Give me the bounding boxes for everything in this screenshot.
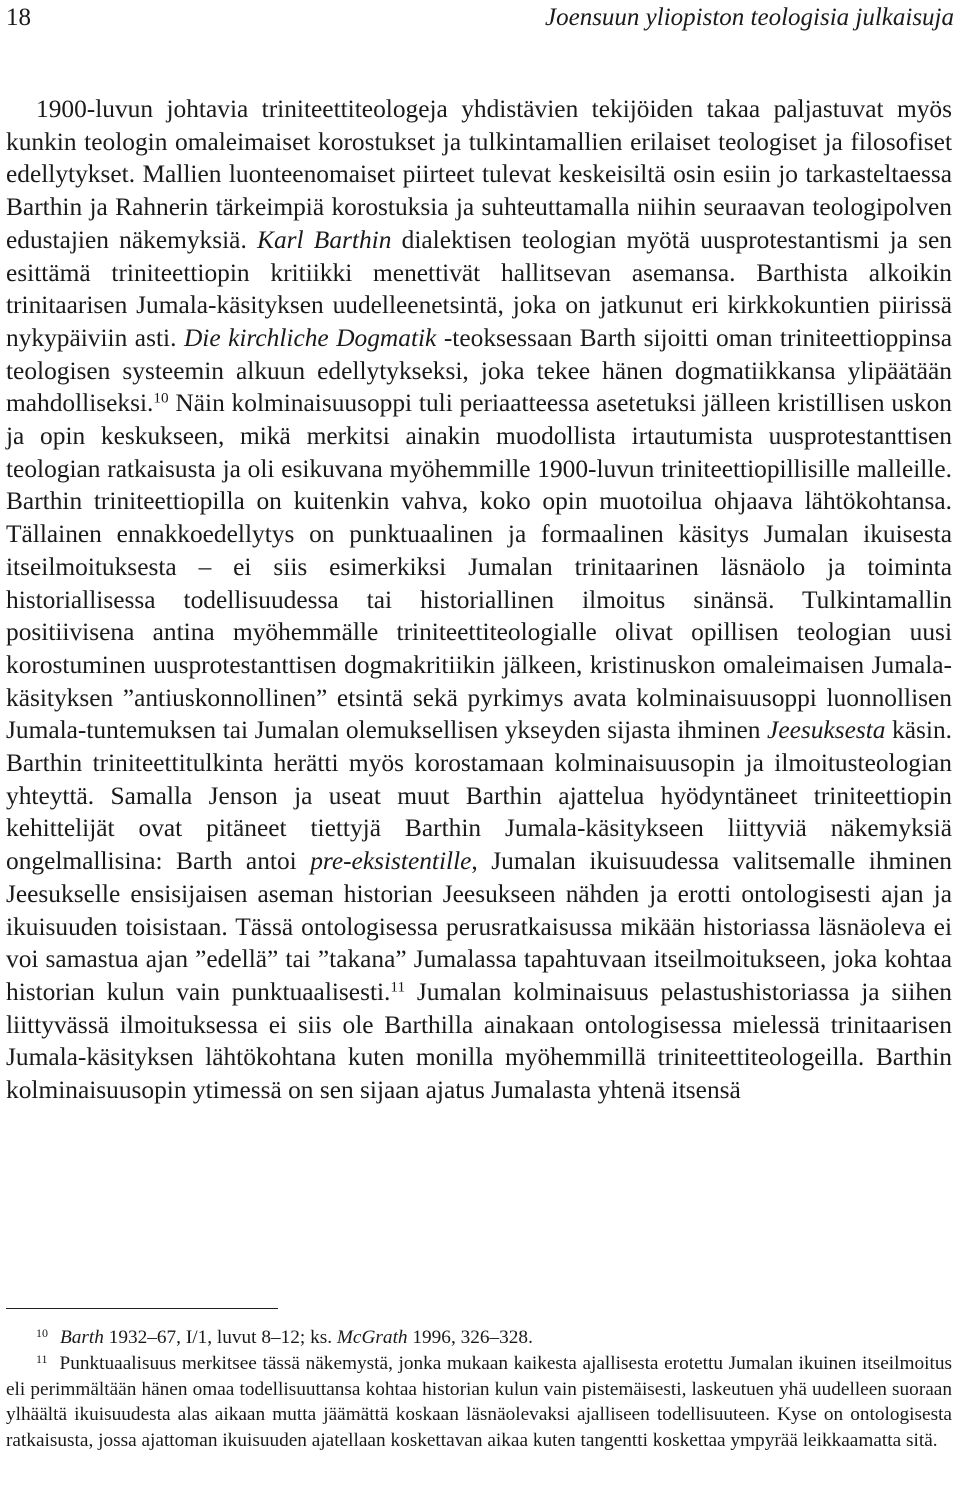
running-title: Joensuun yliopiston teologisia julkaisuja (545, 4, 954, 31)
text-run: Punktuaalisuus merkitsee tässä näkemystä, jonka mukaan kaikesta ajallisesta erotettu Jumalan ikuinen itseilmoitus eli perimmältään hänen omaa todellisuuttansa kohtaa historian kulun vain pistemäisesti, laskeutuen yhä uudelleen suoraan ylhäältä ikuisuudesta alas aikaan mutta jäämättä koskaan läsnäolevaksi ajalliseen todellisuuteen. Kyse on ontologisesta ratkaisusta, jossa ajattoman ikuisuuden ajatellaan koskettavan aikaa kuten tangentti koskettaa ympyrää leikkaamatta sitä. (6, 1352, 952, 1452)
text-run: 1932–67, I/1, luvut 8–12; ks. (103, 1327, 337, 1348)
footnote-number: 11 (36, 1351, 48, 1366)
footnote-reference: 10 (153, 389, 169, 407)
page-number: 18 (6, 4, 31, 31)
text-run: dialektisen teologian myötä uusprotestantismi ja sen esittämä triniteettiopin kritiikki menettivät hallitsevan asemansa. Barthista alkoikin trinitaarisen Jumala-käsityksen uudelleenetsintä, joka on jatkunut eri kirkkokuntien piirissä nykypäiviin asti. (6, 225, 952, 352)
italic-text: Jeesuksesta (767, 716, 886, 745)
footnote-separator (6, 1308, 278, 1309)
italic-text: Karl Barthin (257, 225, 392, 254)
italic-text: pre-eksistentille (310, 847, 472, 876)
text-run: , Jumalan ikuisuudessa valitsemalle ihminen Jeesukselle ensisijaisen aseman historian Jeesukseen nähden ja erotti ontologisesti ajan ja ikuisuuden toisistaan. Tässä ontologisessa perusratkaisussa mikään historiassa läsnäoleva ei voi samastua ajan ”edellä” tai ”takana” Jumalassa tapahtuvaan itseilmoitukseen, joka kohtaa historian kulun vain punktuaalisesti. (6, 847, 952, 1006)
italic-text: Barth (59, 1327, 104, 1348)
italic-text: McGrath (336, 1327, 408, 1348)
text-run: Näin kolminaisuusoppi tuli periaatteessa asetetuksi jälleen kristillisen uskon ja opin keskukseen, mikä merkitsi ainakin muodollista irtautumista uusprotestanttisen teologian ratkaisusta ja oli esikuvana myöhemmille 1900-luvun triniteettiopillisille malleille. Barthin triniteettiopilla on kuitenkin vahva, koko opin muotoilua ohjaava lähtökohtansa. Tällainen ennakkoedellytys on punktuaalinen ja formaalinen käsitys Jumalan ikuisesta itseilmoituksesta – ei siis esimerkiksi Jumalan trinitaarinen läsnäolo ja toiminta historiallisessa todellisuudessa tai historiallinen ilmoitus sinänsä. Tulkintamallin positiivisena antina myöhemmälle triniteettiteologialle olivat opillisen teologian uusi korostuminen uusprotestanttisen dogmakritiikin jälkeen, kristinuskon omaleimaisen Jumala-käsityksen ”antiuskonnollinen” etsintä sekä pyrkimys avata kolminaisuusoppi luonnollisen Jumala-tuntemuksen tai Jumalan olemuksellisen ykseyden sijasta ihminen (6, 389, 952, 745)
footnote-reference: 11 (390, 978, 406, 996)
footnotes (6, 1325, 952, 1454)
text-run: Jumalan kolminaisuus pelastushistoriassa ja siihen liittyvässä ilmoituksessa ei siis ole Barthilla ainakaan ontologisessa mielessä trinitaarisen Jumala-käsityksen lähtökohtana kuten monilla myöhemmillä triniteettiteologeilla. Barthin kolminaisuusopin ytimessä on sen sijaan ajatus Jumalasta yhtenä itsensä (6, 977, 952, 1105)
body-paragraph (6, 93, 952, 1107)
page-header (6, 3, 954, 33)
footnote-number: 10 (36, 1326, 48, 1341)
footnote-10 (6, 1325, 952, 1351)
text-run: 1900-luvun johtavia triniteettiteologeja yhdistävien tekijöiden takaa paljastuvat myös kunkin teologin omaleimaiset korostukset ja tulkintamallien erilaiset teologiset ja filosofiset edellytykset. Mallien luonteenomaiset piirteet tulevat keskeisiltä osin esiin jo tarkasteltaessa Barthin ja Rahnerin tärkeimpiä korostuksia ja suhteuttamalla niihin seuraavan teologipolven edustajien näkemyksiä. (6, 95, 952, 254)
text-run: -teoksessaan Barth sijoitti oman triniteettioppinsa teologisen systeemin alkuun edellytykseksi, joka tekee hänen dogmatiikkansa ylipäätään mahdolliseksi. (6, 323, 952, 418)
text-run: 1996, 326–328. (407, 1327, 533, 1348)
footnote-11 (6, 1351, 952, 1454)
italic-text: Die kirchliche Dogmatik (183, 323, 437, 352)
text-run: käsin. Barthin triniteettitulkinta herätti myös korostamaan kolminaisuusopin ja ilmoitusteologian yhteyttä. Samalla Jenson ja useat muut Barthin ajattelua hyödyntäneet triniteettiopin kehittelijät ovat pitäneet tiettyjä Barthin Jumala-käsitykseen liittyviä näkemyksiä ongelmallisina: Barth antoi (6, 716, 953, 876)
